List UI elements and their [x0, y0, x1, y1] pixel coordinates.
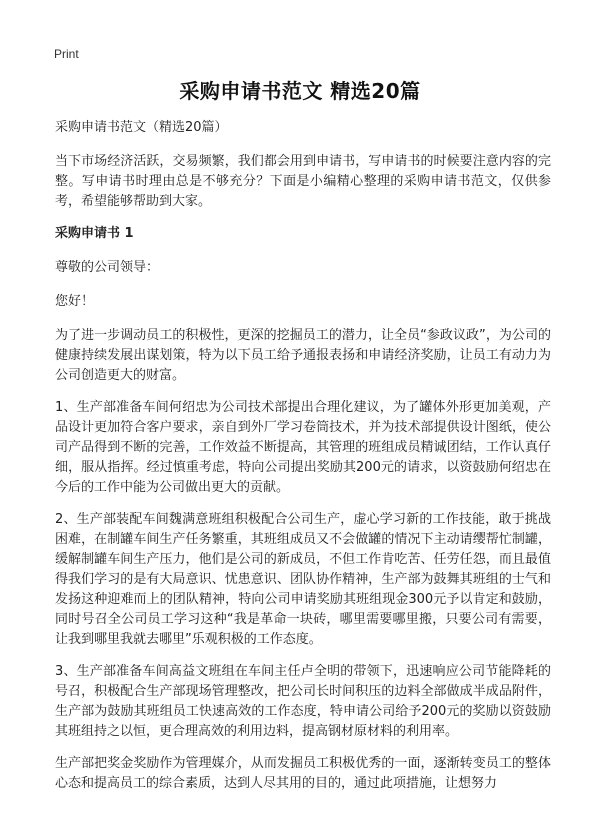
intro-paragraph: 当下市场经济活跃，交易频繁，我们都会用到申请书，写申请书的时候要注意内容的完整。写申请书时理由总是不够充分？下面是小编精心整理的采购申请书范文，仅供参考，希望能够帮助到大家。	[55, 154, 551, 209]
body-paragraph: 3、生产部准备车间高益文班组在车间主任卢全明的带领下，迅速响应公司节能降耗的号召，积极配合生产部现场管理整改，把公司长时间积压的边料全部做成半成品附件，生产部为鼓励其班组员工快速高效的工作态度，特申请公司给予200元的奖励以资鼓励其班组持之以恒，更合理高效的利用边料，提高钢材原材料的利用率。	[55, 664, 551, 739]
section-heading: 采购申请书 1	[55, 226, 134, 241]
body-paragraph: 1、生产部准备车间何绍忠为公司技术部提出合理化建议，为了罐体外形更加美观，产品设计更加符合客户要求，亲自到外厂学习卷筒技术，并为技术部提供设计图纸，使公司产品得到不断的完善，工作效益不断提高，其管理的班组成员精诚团结，工作认真仔细，服从指挥。经过慎重考虑，特向公司提出奖励其200元的请求，以资鼓励何绍忠在今后的工作中能为公司做出更大的贡献。	[55, 400, 551, 495]
salutation: 尊敬的公司领导：	[55, 260, 160, 275]
document-subtitle: 采购申请书范文（精选20篇）	[55, 120, 228, 135]
body-paragraph: 生产部把奖金奖励作为管理媒介，从而发掘员工积极优秀的一面，逐渐转变员工的整体心态和提高员工的综合素质，达到人尽其用的目的，通过此项措施，让想努力	[55, 756, 551, 791]
body-paragraph: 为了进一步调动员工的积极性，更深的挖掘员工的潜力，让全员“参政议政”，为公司的健康持续发展出谋划策，特为以下员工给予通报表扬和申请经济奖励，让员工有动力为公司创造更大的财富。	[55, 328, 551, 383]
body-paragraph: 2、生产部装配车间魏满意班组积极配合公司生产，虚心学习新的工作技能，敢于挑战困难，在制罐车间生产任务繁重，其班组成员又不会做罐的情况下主动请缨帮忙制罐，缓解制罐车间生产压力，他们是公司的新成员，不但工作肯吃苦、任劳任怨，而且最值得我们学习的是有大局意识、忧患意识、团队协作精神，生产部为鼓舞其班组的士气和发扬这种迎难而上的团队精神，特向公司申请奖励其班组现金300元予以肯定和鼓励，同时号召全公司员工学习这种“我是革命一块砖，哪里需要哪里搬，只要公司有需要，让我到哪里我就去哪里”乐观积极的工作态度。	[55, 512, 551, 647]
print-link[interactable]: Print	[54, 47, 79, 61]
page-title: 采购申请书范文 精选20篇	[179, 79, 421, 103]
document-body	[55, 118, 551, 806]
greeting: 您好！	[55, 294, 95, 309]
